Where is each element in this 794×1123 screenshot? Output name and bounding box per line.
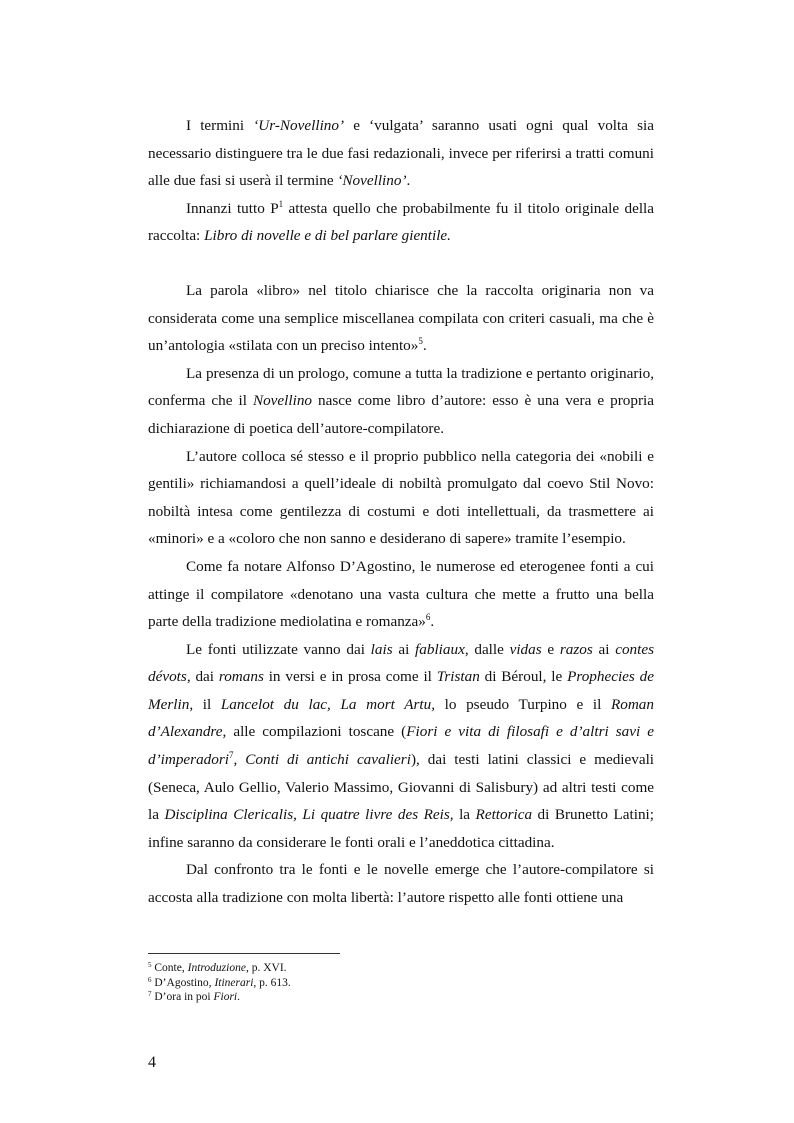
paragraph-confronto: Dal confronto tra le fonti e le novelle emerge che l’autore-compilatore si accosta alla tradizione con molta libertà: l’autore rispetto alle fonti ottiene una: [148, 861, 654, 907]
paragraph-terms: I termini ‘Ur-Novellino’ e ‘vulgata’ saranno usati ogni qual volta sia necessario distinguere tra le due fasi redazionali, invece per riferirsi a tratti comuni alle due fasi si userà il termine ‘Novellino’.: [148, 117, 655, 190]
footnote-7: $^7$ D’ora in poi Fiori.: [148, 990, 240, 1003]
footnotes: [148, 961, 654, 1005]
paragraph-libro: La parola «libro» nel titolo chiarisce che la raccolta originaria non va considerata come una semplice miscellanea compilata con criteri casuali, ma che è un’antologia «stilata con un preciso intento»$^5$.: [148, 281, 654, 355]
footnote-5: $^5$ Conte, Introduzione, p. XVI.: [148, 961, 287, 974]
footnote-separator: [148, 953, 340, 954]
paragraph-fonti: Le fonti utilizzate vanno dai lais ai fabliaux, dalle vidas e razos ai contes dévots, dai romans in versi e in prosa come il Tristan di Béroul, le Prophecies de Merlin, il Lancelot du lac, La mort Artu, lo pseudo Turpino e il Roman d’Alexandre, alle compilazioni toscane (Fiori e vita di filosafi e d’altri savi e d’imperadori$^7$, Conti di antichi cavalieri), dai testi latini classici e medievali (Seneca, Aulo Gellio, Valerio Massimo, Giovanni di Salisbury) ad altri testi come la Disciplina Clericalis, Li quatre livre des Reis, la Rettorica di Brunetto Latini; infine saranno da considerare le fonti orali e l’aneddotica cittadina.: [148, 640, 655, 851]
paragraph-autore: L’autore colloca sé stesso e il proprio pubblico nella categoria dei «nobili e gentili» richiamandosi a quell’ideale di nobiltà promulgato dal coevo Stil Novo: nobiltà intesa come gentilezza di costumi e doti intellettuali, da trasmettere ai «minori» e a «coloro che non sanno e desiderano di sapere» tramite l’esempio.: [148, 447, 654, 548]
page-number: 4: [148, 1054, 156, 1071]
paragraph-prologo: La presenza di un prologo, comune a tutta la tradizione e pertanto originario, conferma che il Novellino nasce come libro d’autore: esso è una vera e propria dichiarazione di poetica dell’autore-compilatore.: [148, 364, 654, 437]
paragraph-title: Innanzi tutto $P^1$ attesta quello che probabilmente fu il titolo originale della raccolta: Libro di novelle e di bel parlare gientile.: [148, 198, 655, 245]
paragraph-dagostino: Come fa notare Alfonso D’Agostino, le numerose ed eterogenee fonti a cui attinge il compilatore «denotano una vasta cultura che mette a frutto una bella parte della tradizione mediolatina e romanza»$^6$.: [148, 557, 654, 631]
footnote-ref-6: 6: [425, 612, 431, 623]
footnote-6: $^6$ D’Agostino, Itinerari, p. 613.: [148, 975, 291, 989]
body-text: [148, 112, 654, 912]
footnote-ref-5: 5: [418, 336, 423, 347]
footnote-ref-7: 7: [229, 750, 234, 761]
